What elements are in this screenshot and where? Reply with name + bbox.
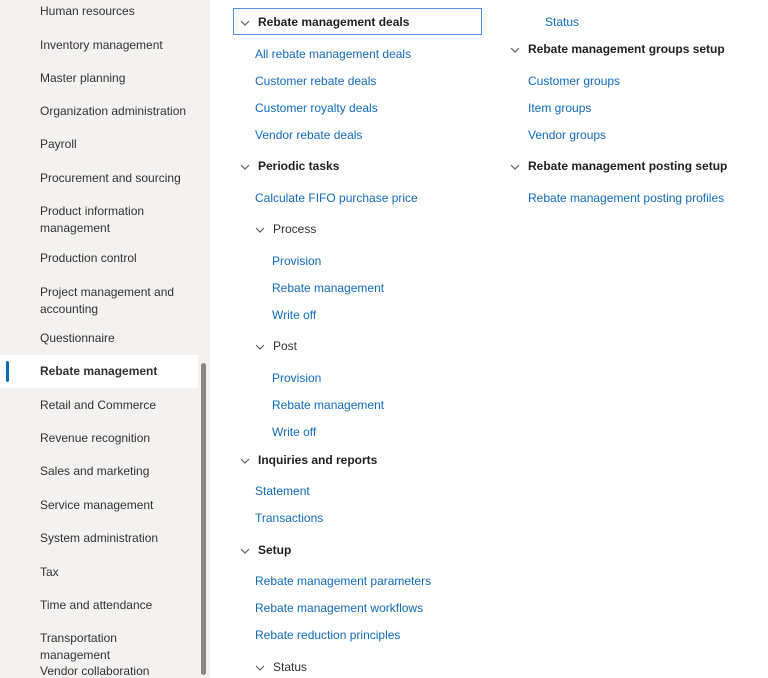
nav-item-system-administration[interactable]: System administration xyxy=(40,531,159,545)
subgroup-label: Post xyxy=(273,339,298,353)
link-vendor-rebate-deals[interactable]: Vendor rebate deals xyxy=(255,128,363,142)
link-statement[interactable]: Statement xyxy=(255,484,310,498)
link-calculate-fifo-purchase-price[interactable]: Calculate FIFO purchase price xyxy=(255,191,418,205)
link-customer-groups[interactable]: Customer groups xyxy=(528,74,621,88)
link-rebate-management-workflows[interactable]: Rebate management workflows xyxy=(255,601,424,615)
subgroup-setup-status[interactable] xyxy=(255,659,307,676)
nav-item-sales-and-marketing[interactable]: Sales and marketing xyxy=(40,464,150,478)
link-post-rebate-management[interactable]: Rebate management xyxy=(272,398,385,412)
nav-item-rebate-management[interactable]: Rebate management xyxy=(0,355,198,388)
nav-item-inventory-management[interactable]: Inventory management xyxy=(40,38,163,52)
selected-indicator xyxy=(6,361,9,382)
nav-item-payroll[interactable]: Payroll xyxy=(40,137,77,151)
nav-item-transportation-management[interactable]: Transportation management xyxy=(40,631,117,662)
link-rebate-management-parameters[interactable]: Rebate management parameters xyxy=(255,574,432,588)
chevron-down-icon xyxy=(240,15,254,31)
nav-item-master-planning[interactable]: Master planning xyxy=(40,71,126,85)
group-rebate-management-groups-setup[interactable] xyxy=(510,41,725,58)
subgroup-post[interactable] xyxy=(255,338,297,355)
link-status[interactable]: Status xyxy=(545,15,580,29)
nav-item-vendor-collaboration[interactable]: Vendor collaboration xyxy=(40,664,150,678)
nav-item-time-and-attendance[interactable]: Time and attendance xyxy=(40,598,153,612)
group-rebate-management-posting-setup[interactable] xyxy=(510,158,727,175)
group-label: Periodic tasks xyxy=(258,159,340,173)
group-label: Setup xyxy=(258,543,292,557)
link-process-write-off[interactable]: Write off xyxy=(272,308,317,322)
link-transactions[interactable]: Transactions xyxy=(255,511,324,525)
nav-item-service-management[interactable]: Service management xyxy=(40,498,154,512)
chevron-down-icon xyxy=(255,222,269,238)
chevron-down-icon xyxy=(240,159,254,175)
group-label: Rebate management posting setup xyxy=(528,159,728,173)
workspace-content xyxy=(210,0,768,678)
nav-item-tax[interactable]: Tax xyxy=(40,565,59,579)
link-process-provision[interactable]: Provision xyxy=(272,254,322,268)
subgroup-label: Process xyxy=(273,222,317,236)
chevron-down-icon xyxy=(255,339,269,355)
chevron-down-icon xyxy=(510,159,524,175)
subgroup-process[interactable] xyxy=(255,221,316,238)
link-customer-rebate-deals[interactable]: Customer rebate deals xyxy=(255,74,377,88)
chevron-down-icon xyxy=(240,453,254,469)
link-item-groups[interactable]: Item groups xyxy=(528,101,592,115)
group-label: Rebate management deals xyxy=(258,15,410,29)
link-all-rebate-management-deals[interactable]: All rebate management deals xyxy=(255,47,412,61)
link-vendor-groups[interactable]: Vendor groups xyxy=(528,128,607,142)
sidebar-scrollbar-thumb[interactable] xyxy=(201,363,206,675)
group-setup[interactable] xyxy=(240,542,291,559)
group-periodic-tasks[interactable] xyxy=(240,158,339,175)
link-customer-royalty-deals[interactable]: Customer royalty deals xyxy=(255,101,378,115)
group-inquiries-and-reports[interactable] xyxy=(240,452,377,469)
nav-item-revenue-recognition[interactable]: Revenue recognition xyxy=(40,431,151,445)
chevron-down-icon xyxy=(240,543,254,559)
nav-item-questionnaire[interactable]: Questionnaire xyxy=(40,331,115,345)
nav-item-procurement-and-sourcing[interactable]: Procurement and sourcing xyxy=(40,171,181,185)
group-label: Rebate management groups setup xyxy=(528,42,725,56)
chevron-down-icon xyxy=(510,42,524,58)
navigation-pane xyxy=(0,0,210,678)
subgroup-label: Status xyxy=(273,660,308,674)
nav-item-retail-and-commerce[interactable]: Retail and Commerce xyxy=(40,398,157,412)
link-process-rebate-management[interactable]: Rebate management xyxy=(272,281,385,295)
link-post-provision[interactable]: Provision xyxy=(272,371,322,385)
group-label: Inquiries and reports xyxy=(258,453,378,467)
group-rebate-management-deals[interactable] xyxy=(240,14,409,31)
nav-item-organization-administration[interactable]: Organization administration xyxy=(40,104,187,118)
link-post-write-off[interactable]: Write off xyxy=(272,425,317,439)
link-rebate-reduction-principles[interactable]: Rebate reduction principles xyxy=(255,628,401,642)
nav-item-product-information-management[interactable]: Product information management xyxy=(40,204,145,235)
link-rebate-management-posting-profiles[interactable]: Rebate management posting profiles xyxy=(528,191,725,205)
nav-item-project-management-and-accounting[interactable]: Project management and accounting xyxy=(40,285,175,316)
chevron-down-icon xyxy=(255,660,269,676)
nav-item-human-resources[interactable]: Human resources xyxy=(40,4,135,18)
nav-item-production-control[interactable]: Production control xyxy=(40,251,137,265)
